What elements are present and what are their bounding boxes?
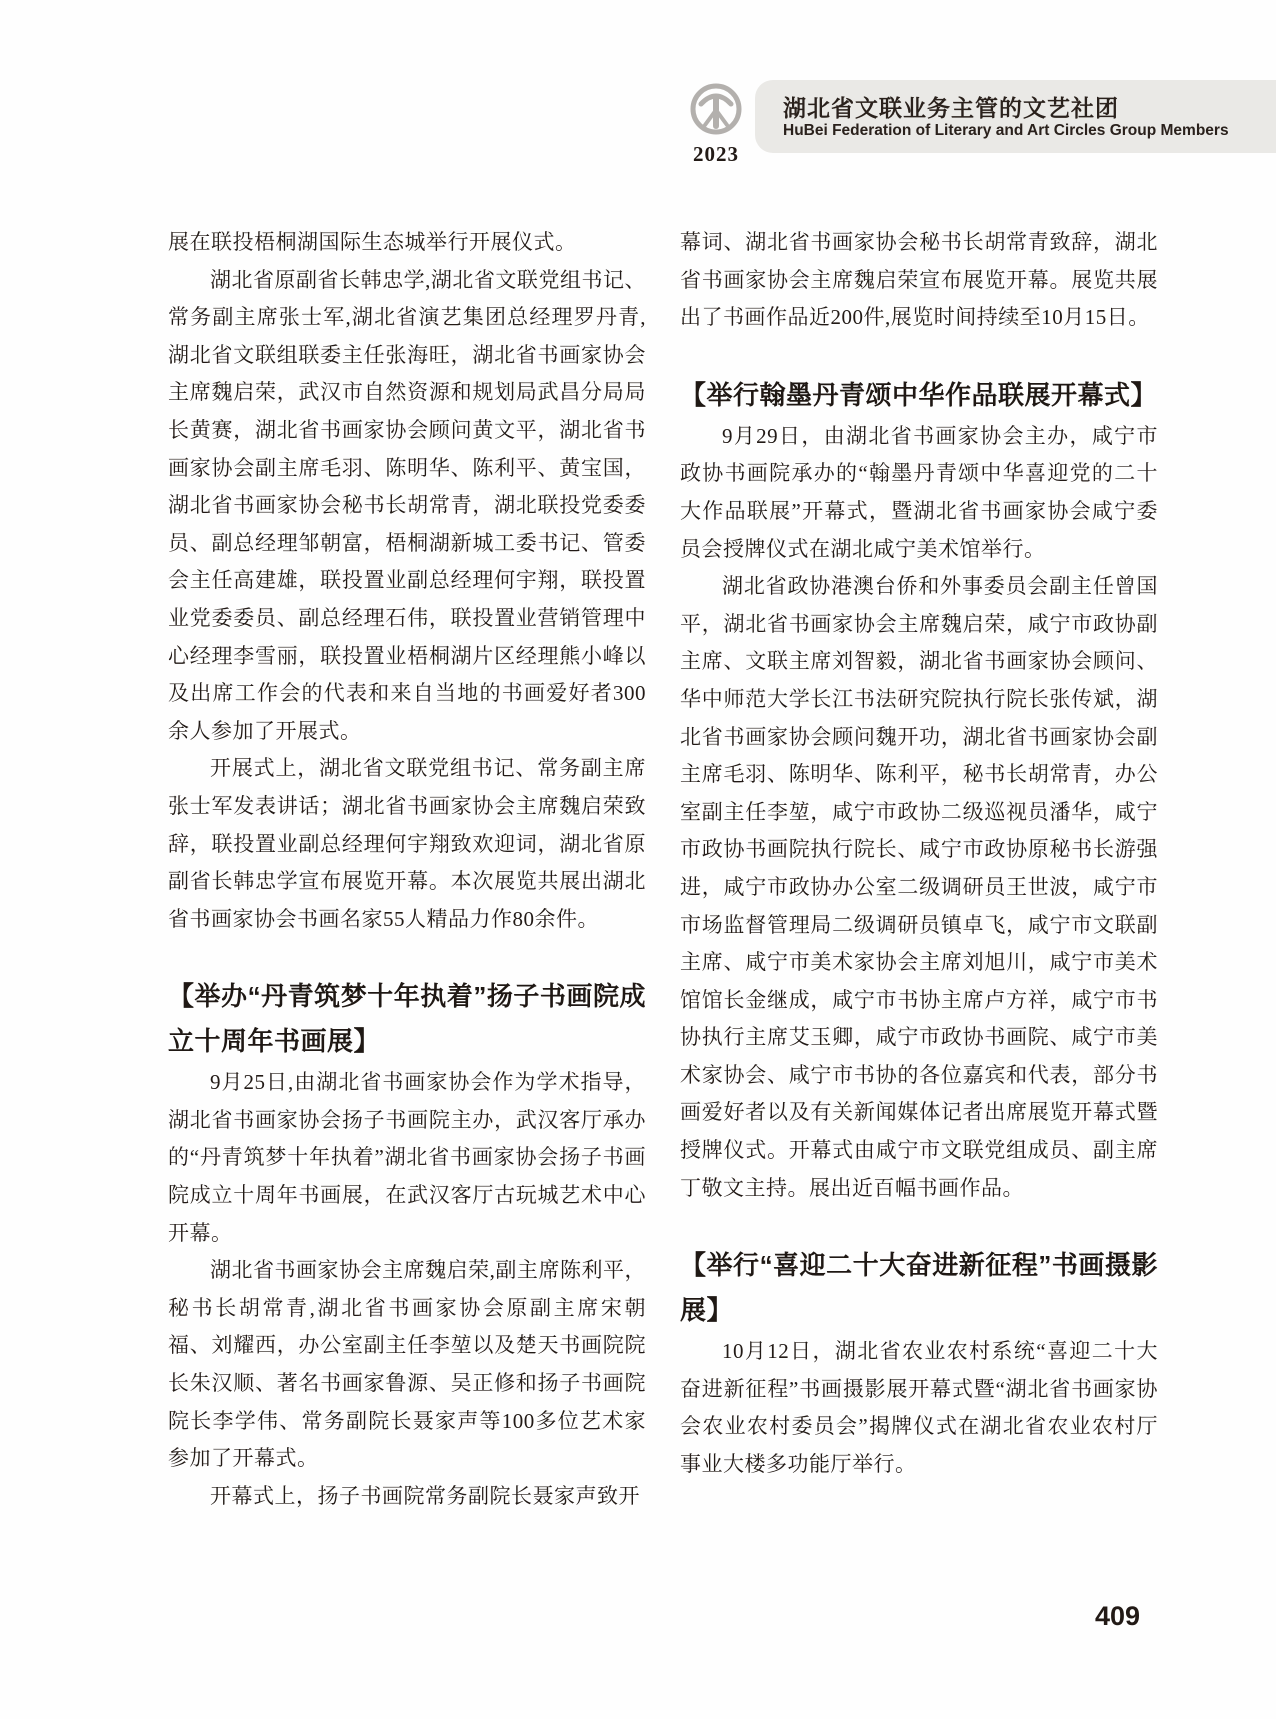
left-column bbox=[168, 224, 646, 1515]
paragraph: 10月12日，湖北省农业农村系统“喜迎二十大奋进新征程”书画摄影展开幕式暨“湖北省书画家协会农业农村委员会”揭牌仪式在湖北省农业农村厅事业大楼多功能厅举行。 bbox=[680, 1339, 1158, 1477]
header-title-cn: 湖北省文联业务主管的文艺社团 bbox=[783, 95, 1119, 121]
header-title-en: HuBei Federation of Literary and Art Circles Group Members bbox=[783, 122, 1229, 139]
section-heading: 【举办“丹青筑梦十年执着”扬子书画院成立十周年书画展】 bbox=[168, 981, 646, 1057]
paragraph: 9月25日,由湖北省书画家协会作为学术指导，湖北省书画家协会扬子书画院主办，武汉客厅承办的“丹青筑梦十年执着”湖北省书画家协会扬子书画院成立十周年书画展，在武汉客厅古玩城艺术中心开幕。 bbox=[168, 1070, 646, 1245]
logo-block bbox=[688, 82, 744, 167]
paragraph: 开展式上，湖北省文联党组书记、常务副主席张士军发表讲话；湖北省书画家协会主席魏启荣致辞，联投置业副总经理何宇翔致欢迎词，湖北省原副省长韩忠学宣布展览开幕。本次展览共展出湖北省书画家协会书画名家55人精品力作80余件。 bbox=[168, 756, 646, 931]
logo-year: 2023 bbox=[693, 142, 739, 166]
section-heading: 【举行翰墨丹青颂中华作品联展开幕式】 bbox=[680, 379, 1158, 410]
section-heading: 【举行“喜迎二十大奋进新征程”书画摄影展】 bbox=[680, 1250, 1158, 1326]
paragraph: 展在联投梧桐湖国际生态城举行开展仪式。 bbox=[168, 230, 577, 254]
page-number: 409 bbox=[1094, 1601, 1140, 1631]
paragraph: 湖北省政协港澳台侨和外事委员会副主任曾国平，湖北省书画家协会主席魏启荣，咸宁市政协副主席、文联主席刘智毅，湖北省书画家协会顾问、华中师范大学长江书法研究院执行院长张传斌，湖北省书画家协会顾问魏开功，湖北省书画家协会副主席毛羽、陈明华、陈利平，秘书长胡常青，办公室副主任李堃，咸宁市政协二级巡视员潘华，咸宁市政协书画院执行院长、咸宁市政协原秘书长游强进，咸宁市政协办公室二级调研员王世波，咸宁市市场监督管理局二级调研员镇卓飞，咸宁市文联副主席、咸宁市美术家协会主席刘旭川，咸宁市美术馆馆长金继成，咸宁市书协主席卢方祥，咸宁市书协执行主席艾玉卿，咸宁市政协书画院、咸宁市美术家协会、咸宁市书协的各位嘉宾和代表，部分书画爱好者以及有关新闻媒体记者出席展览开幕式暨授牌仪式。开幕式由咸宁市文联党组成员、副主席丁敬文主持。展出近百幅书画作品。 bbox=[680, 574, 1158, 1200]
right-column bbox=[680, 224, 1158, 1484]
paragraph: 9月29日，由湖北省书画家协会主办，咸宁市政协书画院承办的“翰墨丹青颂中华喜迎党的二十大作品联展”开幕式，暨湖北省书画家协会咸宁委员会授牌仪式在湖北咸宁美术馆举行。 bbox=[680, 423, 1158, 561]
paragraph: 幕词、湖北省书画家协会秘书长胡常青致辞，湖北省书画家协会主席魏启荣宣布展览开幕。展览共展出了书画作品近200件,展览时间持续至10月15日。 bbox=[680, 230, 1158, 330]
federation-logo-icon bbox=[689, 82, 743, 136]
header-banner bbox=[755, 80, 1276, 153]
paragraph: 开幕式上，扬子书画院常务副院长聂家声致开 bbox=[210, 1483, 640, 1508]
paragraph: 湖北省原副省长韩忠学,湖北省文联党组书记、常务副主席张士军,湖北省演艺集团总经理罗丹青,湖北省文联组联委主任张海旺，湖北省书画家协会主席魏启荣，武汉市自然资源和规划局武昌分局局长黄赛，湖北省书画家协会顾问黄文平，湖北省书画家协会副主席毛羽、陈明华、陈利平、黄宝国，湖北省书画家协会秘书长胡常青，湖北联投党委委员、副总经理邹朝富，梧桐湖新城工委书记、管委会主任高建雄，联投置业副总经理何宇翔，联投置业党委委员、副总经理石伟，联投置业营销管理中心经理李雪丽，联投置业梧桐湖片区经理熊小峰以及出席工作会的代表和来自当地的书画爱好者300余人参加了开展式。 bbox=[168, 267, 646, 743]
paragraph: 湖北省书画家协会主席魏启荣,副主席陈利平，秘书长胡常青,湖北省书画家协会原副主席宋朝福、刘耀西，办公室副主任李堃以及楚天书画院院长朱汉顺、著名书画家鲁源、吴正修和扬子书画院院长李学伟、常务副院长聂家声等100多位艺术家参加了开幕式。 bbox=[168, 1258, 646, 1471]
